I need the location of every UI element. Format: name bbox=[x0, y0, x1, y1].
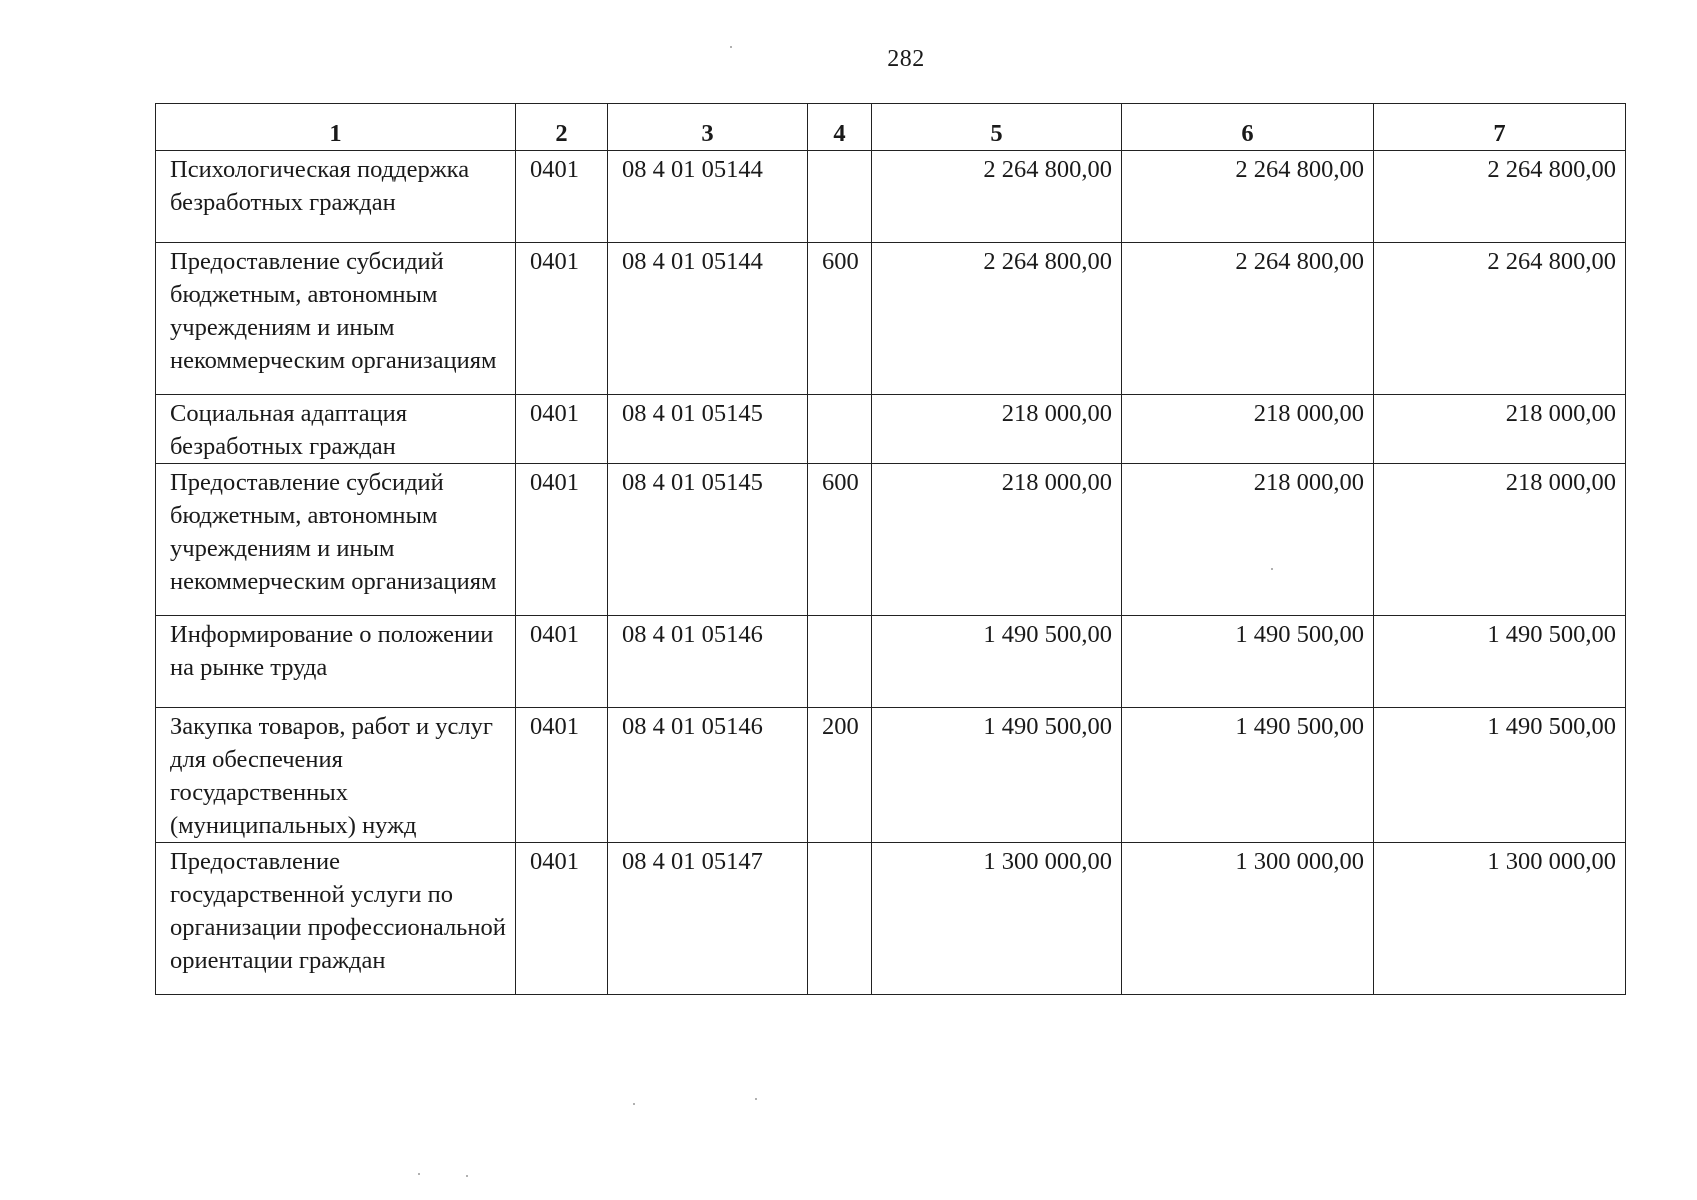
table-header bbox=[156, 104, 1626, 151]
expense-type-cell: 200 bbox=[808, 708, 872, 843]
amount-cell-6: 218 000,00 bbox=[1122, 464, 1374, 616]
table-row bbox=[156, 843, 1626, 995]
article-code-cell: 08 4 01 05146 bbox=[608, 616, 808, 708]
section-code-cell: 0401 bbox=[516, 616, 608, 708]
row-name-cell: Предоставление субсидий бюджетным, автономным учреждениям и иным некоммерческим организациям bbox=[156, 243, 516, 395]
expense-type-cell bbox=[808, 616, 872, 708]
section-code-cell: 0401 bbox=[516, 464, 608, 616]
expense-type-cell bbox=[808, 151, 872, 243]
column-header-1: 1 bbox=[156, 104, 516, 151]
table-row bbox=[156, 243, 1626, 395]
table-row bbox=[156, 464, 1626, 616]
header-row bbox=[156, 104, 1626, 151]
section-code-cell: 0401 bbox=[516, 708, 608, 843]
table-row bbox=[156, 708, 1626, 843]
amount-cell-6: 1 300 000,00 bbox=[1122, 843, 1374, 995]
row-name-cell: Информирование о положении на рынке труда bbox=[156, 616, 516, 708]
column-header-6: 6 bbox=[1122, 104, 1374, 151]
article-code-cell: 08 4 01 05144 bbox=[608, 151, 808, 243]
section-code-cell: 0401 bbox=[516, 151, 608, 243]
scan-speck bbox=[1271, 568, 1273, 570]
article-code-cell: 08 4 01 05145 bbox=[608, 395, 808, 464]
amount-cell-6: 2 264 800,00 bbox=[1122, 151, 1374, 243]
amount-cell-7: 1 490 500,00 bbox=[1374, 708, 1626, 843]
expense-type-cell: 600 bbox=[808, 243, 872, 395]
amount-cell-6: 1 490 500,00 bbox=[1122, 708, 1374, 843]
budget-table bbox=[155, 103, 1626, 995]
expense-type-cell: 600 bbox=[808, 464, 872, 616]
column-header-2: 2 bbox=[516, 104, 608, 151]
scan-speck bbox=[755, 1098, 757, 1100]
column-header-5: 5 bbox=[872, 104, 1122, 151]
row-name-cell: Психологическая поддержка безработных граждан bbox=[156, 151, 516, 243]
amount-cell-7: 2 264 800,00 bbox=[1374, 151, 1626, 243]
page-number: 282 bbox=[887, 46, 925, 72]
amount-cell-5: 1 490 500,00 bbox=[872, 616, 1122, 708]
amount-cell-5: 2 264 800,00 bbox=[872, 151, 1122, 243]
article-code-cell: 08 4 01 05146 bbox=[608, 708, 808, 843]
amount-cell-7: 2 264 800,00 bbox=[1374, 243, 1626, 395]
article-code-cell: 08 4 01 05147 bbox=[608, 843, 808, 995]
amount-cell-6: 218 000,00 bbox=[1122, 395, 1374, 464]
amount-cell-5: 1 300 000,00 bbox=[872, 843, 1122, 995]
section-code-cell: 0401 bbox=[516, 243, 608, 395]
article-code-cell: 08 4 01 05144 bbox=[608, 243, 808, 395]
column-header-7: 7 bbox=[1374, 104, 1626, 151]
expense-type-cell bbox=[808, 395, 872, 464]
section-code-cell: 0401 bbox=[516, 395, 608, 464]
table-row bbox=[156, 616, 1626, 708]
amount-cell-5: 2 264 800,00 bbox=[872, 243, 1122, 395]
column-header-4: 4 bbox=[808, 104, 872, 151]
amount-cell-6: 2 264 800,00 bbox=[1122, 243, 1374, 395]
amount-cell-7: 218 000,00 bbox=[1374, 464, 1626, 616]
amount-cell-5: 1 490 500,00 bbox=[872, 708, 1122, 843]
article-code-cell: 08 4 01 05145 bbox=[608, 464, 808, 616]
amount-cell-5: 218 000,00 bbox=[872, 395, 1122, 464]
table-row bbox=[156, 151, 1626, 243]
table-body bbox=[156, 151, 1626, 995]
amount-cell-6: 1 490 500,00 bbox=[1122, 616, 1374, 708]
table-row bbox=[156, 395, 1626, 464]
scan-speck bbox=[418, 1173, 420, 1175]
row-name-cell: Предоставление субсидий бюджетным, автономным учреждениям и иным некоммерческим организациям bbox=[156, 464, 516, 616]
amount-cell-7: 218 000,00 bbox=[1374, 395, 1626, 464]
amount-cell-7: 1 300 000,00 bbox=[1374, 843, 1626, 995]
row-name-cell: Социальная адаптация безработных граждан bbox=[156, 395, 516, 464]
scan-speck bbox=[633, 1103, 635, 1105]
column-header-3: 3 bbox=[608, 104, 808, 151]
row-name-cell: Предоставление государственной услуги по организации профессиональной ориентации граждан bbox=[156, 843, 516, 995]
section-code-cell: 0401 bbox=[516, 843, 608, 995]
scan-speck bbox=[466, 1175, 468, 1177]
row-name-cell: Закупка товаров, работ и услуг для обеспечения государственных (муниципальных) нужд bbox=[156, 708, 516, 843]
expense-type-cell bbox=[808, 843, 872, 995]
amount-cell-7: 1 490 500,00 bbox=[1374, 616, 1626, 708]
amount-cell-5: 218 000,00 bbox=[872, 464, 1122, 616]
scan-speck bbox=[730, 46, 732, 48]
